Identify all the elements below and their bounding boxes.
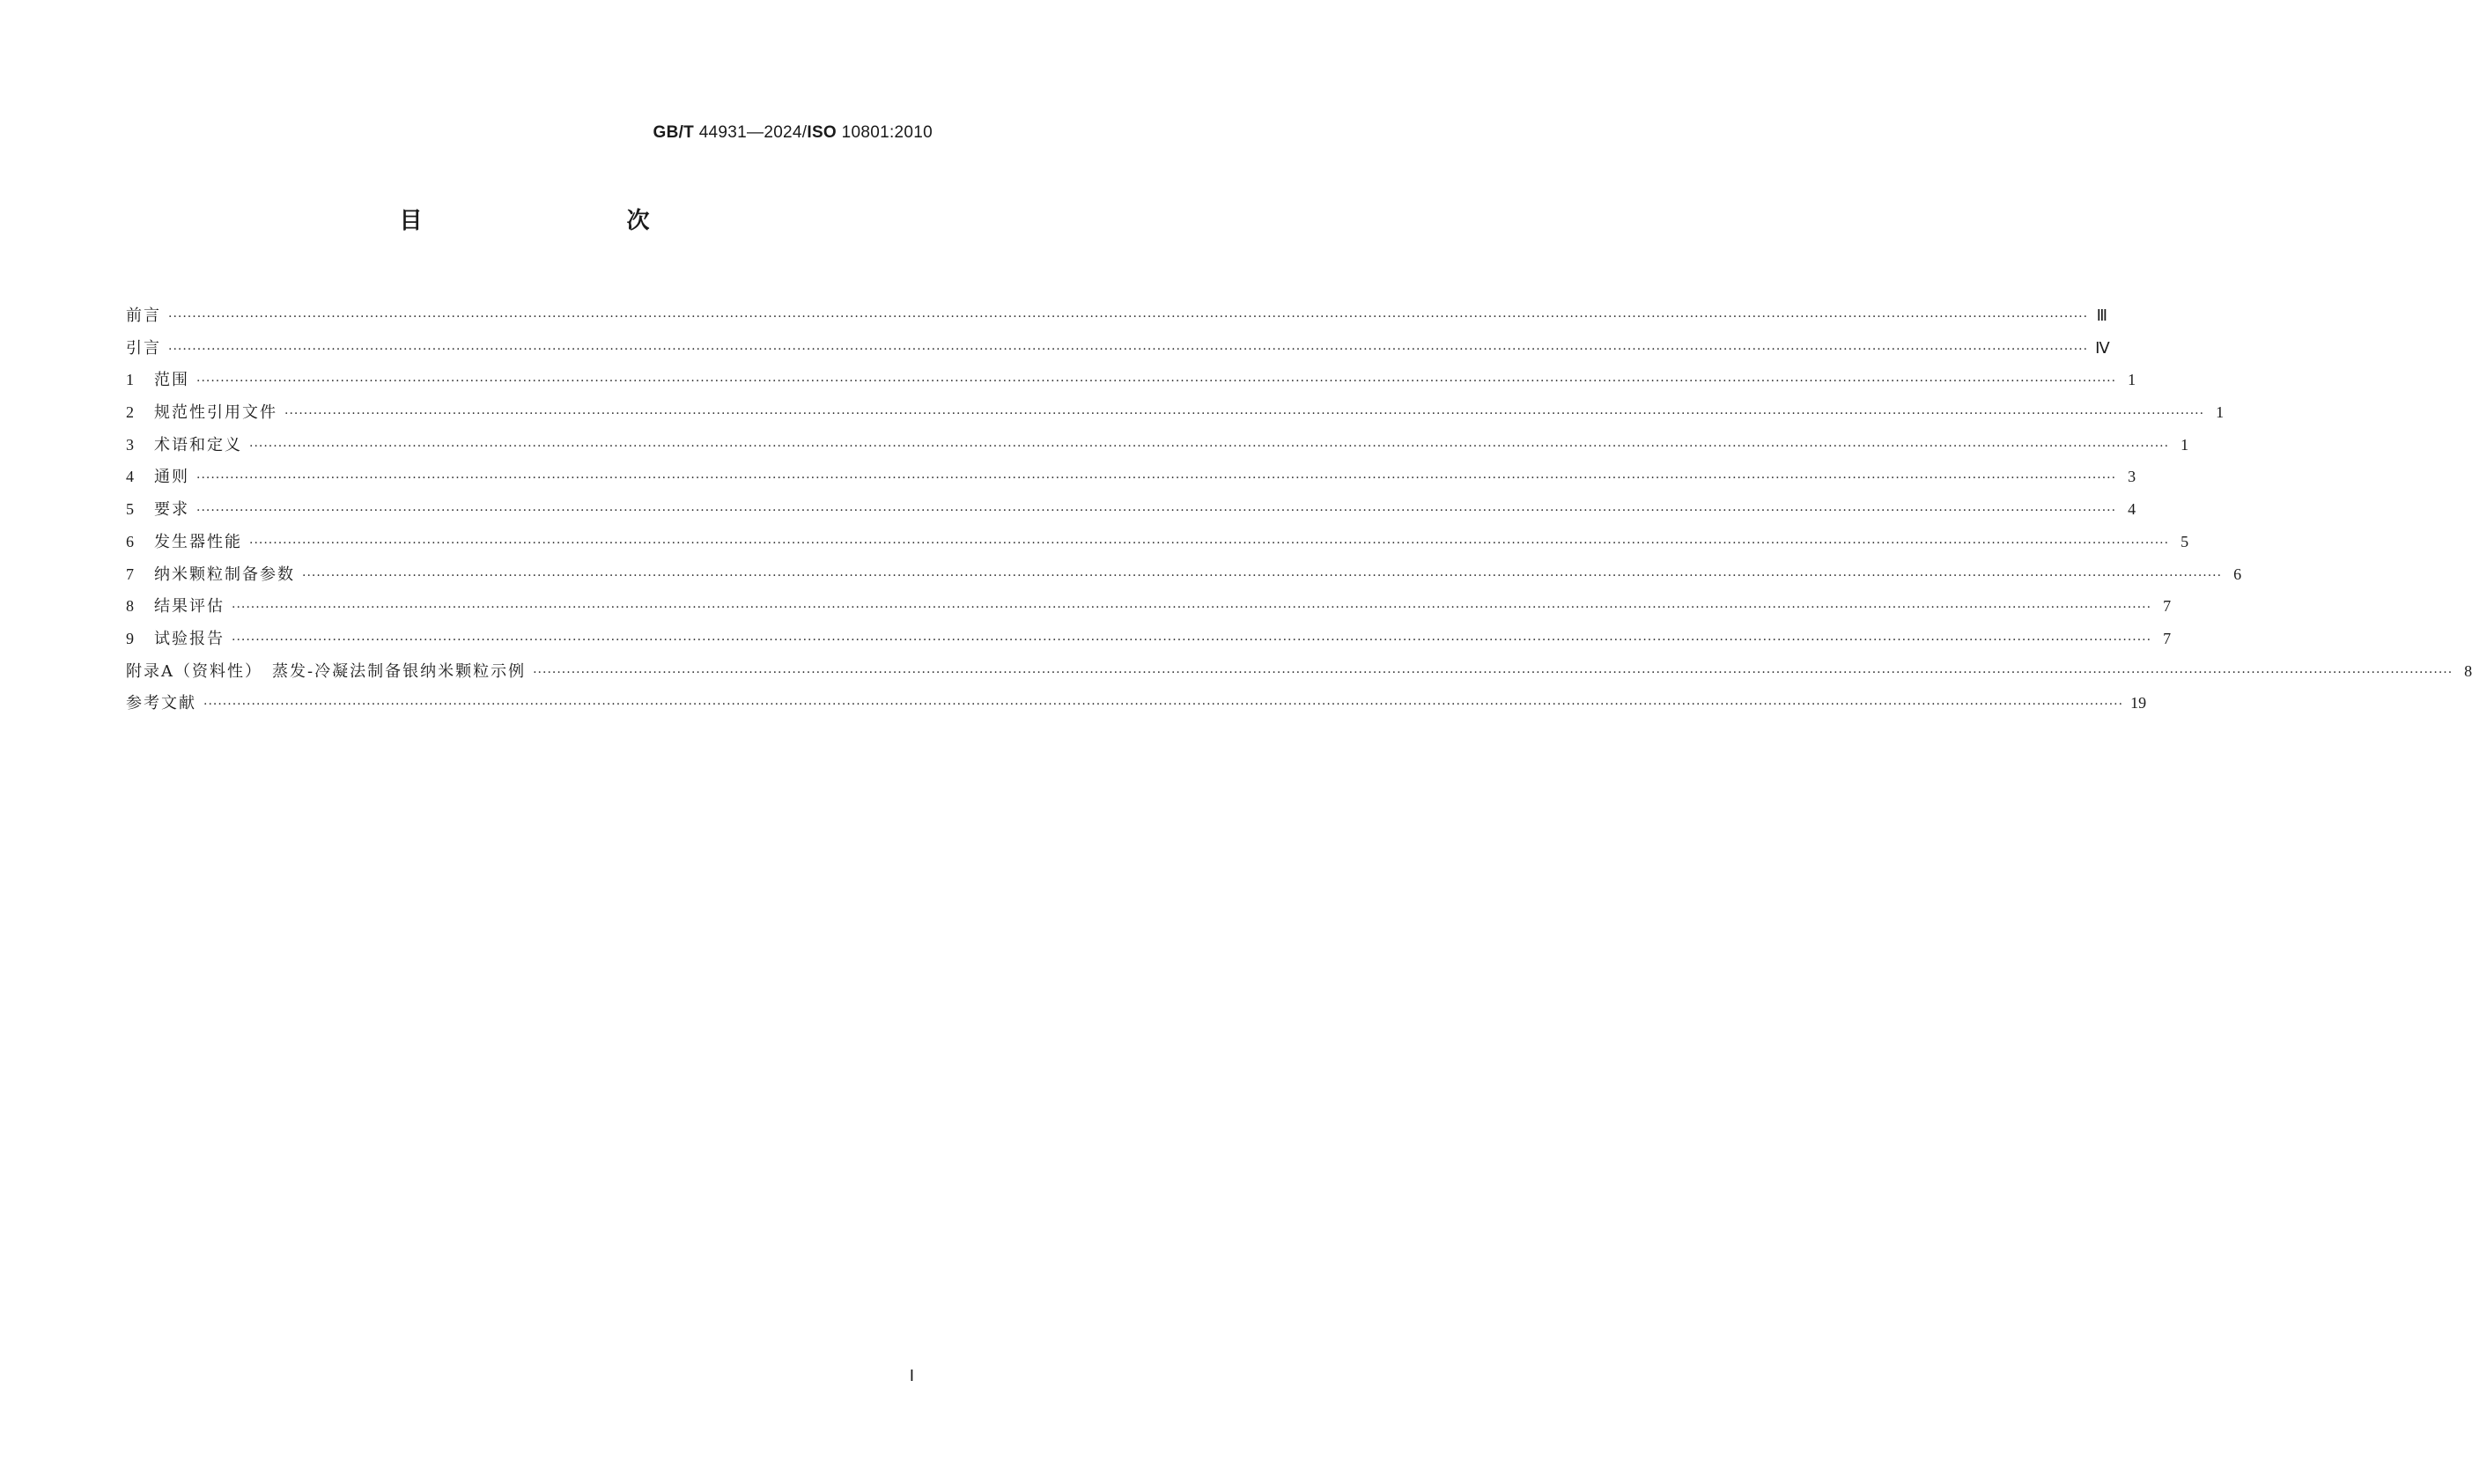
toc-dot-leader: ················································································································································································································································································································································································································: [284, 407, 2205, 422]
standard-code-iso-number: 10801:2010: [841, 123, 933, 142]
toc-entry-page: Ⅳ: [2095, 338, 2110, 357]
standard-code-iso: ISO: [807, 123, 838, 142]
toc-entry-number: 4: [126, 468, 134, 486]
toc-dot-leader: ················································································································································································································································································································································································································: [168, 310, 2089, 324]
toc-entry-label: 引言: [126, 338, 161, 358]
standard-code: [653, 123, 933, 143]
toc-dot-leader: ················································································································································································································································································································································································································: [168, 342, 2089, 357]
toc-entry-label: 试验报告: [154, 629, 225, 648]
toc-entry-page: 8: [2464, 661, 2472, 680]
toc-entry[interactable]: [126, 332, 2110, 365]
toc-entry-number: 1: [126, 371, 134, 389]
toc-entry-number: 5: [126, 500, 134, 519]
toc-entry-number: 2: [126, 403, 134, 422]
toc-entry-label: 附录A（资料性） 蒸发-冷凝法制备银纳米颗粒示例: [126, 661, 527, 681]
toc-entry-number: 6: [126, 532, 134, 550]
standard-code-number: 44931—2024/: [698, 123, 808, 142]
toc-entry[interactable]: [126, 623, 2172, 655]
toc-entry-label: 要求: [154, 500, 189, 520]
toc-dot-leader: ················································································································································································································································································································································································································: [232, 601, 2152, 616]
toc-entry[interactable]: [126, 526, 2189, 558]
toc-dot-leader: ················································································································································································································································································································································································································: [203, 698, 2124, 712]
toc-entry-label: 规范性引用文件: [154, 403, 277, 423]
toc-entry-page: 7: [2163, 597, 2172, 616]
toc-dot-leader: ················································································································································································································································································································································································································: [196, 504, 2117, 519]
toc-entry[interactable]: [126, 558, 2242, 591]
toc-entry-label: 术语和定义: [154, 435, 242, 454]
toc-entry-page: Ⅲ: [2096, 306, 2108, 324]
toc-entry-label: 参考文献: [126, 694, 196, 713]
toc-entry[interactable]: [126, 493, 2136, 526]
page-number: Ⅰ: [909, 1367, 914, 1384]
toc-entry-label: 范围: [154, 371, 189, 390]
toc-entry[interactable]: [126, 461, 2136, 493]
toc-entry-page: 5: [2181, 532, 2189, 550]
standard-code-prefix: GB/T: [653, 123, 695, 142]
toc-entry[interactable]: [126, 364, 2136, 396]
toc-entry-number: 8: [126, 597, 134, 616]
toc-dot-leader: ················································································································································································································································································································································································································: [196, 471, 2117, 486]
toc-dot-leader: ················································································································································································································································································································································································································: [302, 568, 2223, 583]
toc-entry-page: 7: [2163, 629, 2172, 647]
toc-entry-page: 4: [2128, 500, 2136, 519]
toc-entry[interactable]: [126, 429, 2189, 461]
toc-entry-label: 结果评估: [154, 597, 225, 616]
toc-entry-page: 3: [2128, 468, 2136, 486]
toc-entry-number: 9: [126, 629, 134, 647]
toc-entry-page: 19: [2130, 694, 2147, 712]
toc-entry-page: 1: [2216, 403, 2225, 422]
table-of-contents: [126, 299, 2472, 720]
toc-dot-leader: ················································································································································································································································································································································································································: [249, 439, 2170, 454]
toc-entry[interactable]: [126, 396, 2225, 429]
toc-entry-label: 纳米颗粒制备参数: [154, 565, 295, 584]
toc-dot-leader: ················································································································································································································································································································································································································: [249, 535, 2170, 550]
toc-entry-number: 7: [126, 565, 134, 583]
toc-entry[interactable]: [126, 299, 2108, 332]
toc-entry[interactable]: [126, 590, 2172, 623]
toc-entry[interactable]: [126, 655, 2472, 688]
toc-dot-leader: ················································································································································································································································································································································································································: [232, 632, 2152, 647]
toc-dot-leader: ················································································································································································································································································································································································································: [533, 665, 2454, 680]
toc-entry-page: 1: [2128, 371, 2136, 389]
toc-entry-label: 前言: [126, 306, 161, 325]
toc-entry-number: 3: [126, 435, 134, 454]
toc-entry-label: 发生器性能: [154, 532, 242, 551]
toc-entry-page: 1: [2181, 435, 2189, 454]
toc-entry-page: 6: [2233, 565, 2242, 583]
toc-entry[interactable]: [126, 687, 2147, 720]
toc-entry-label: 通则: [154, 468, 189, 487]
page-title: 目 次: [399, 208, 703, 234]
toc-dot-leader: ················································································································································································································································································································································································································: [196, 374, 2117, 389]
